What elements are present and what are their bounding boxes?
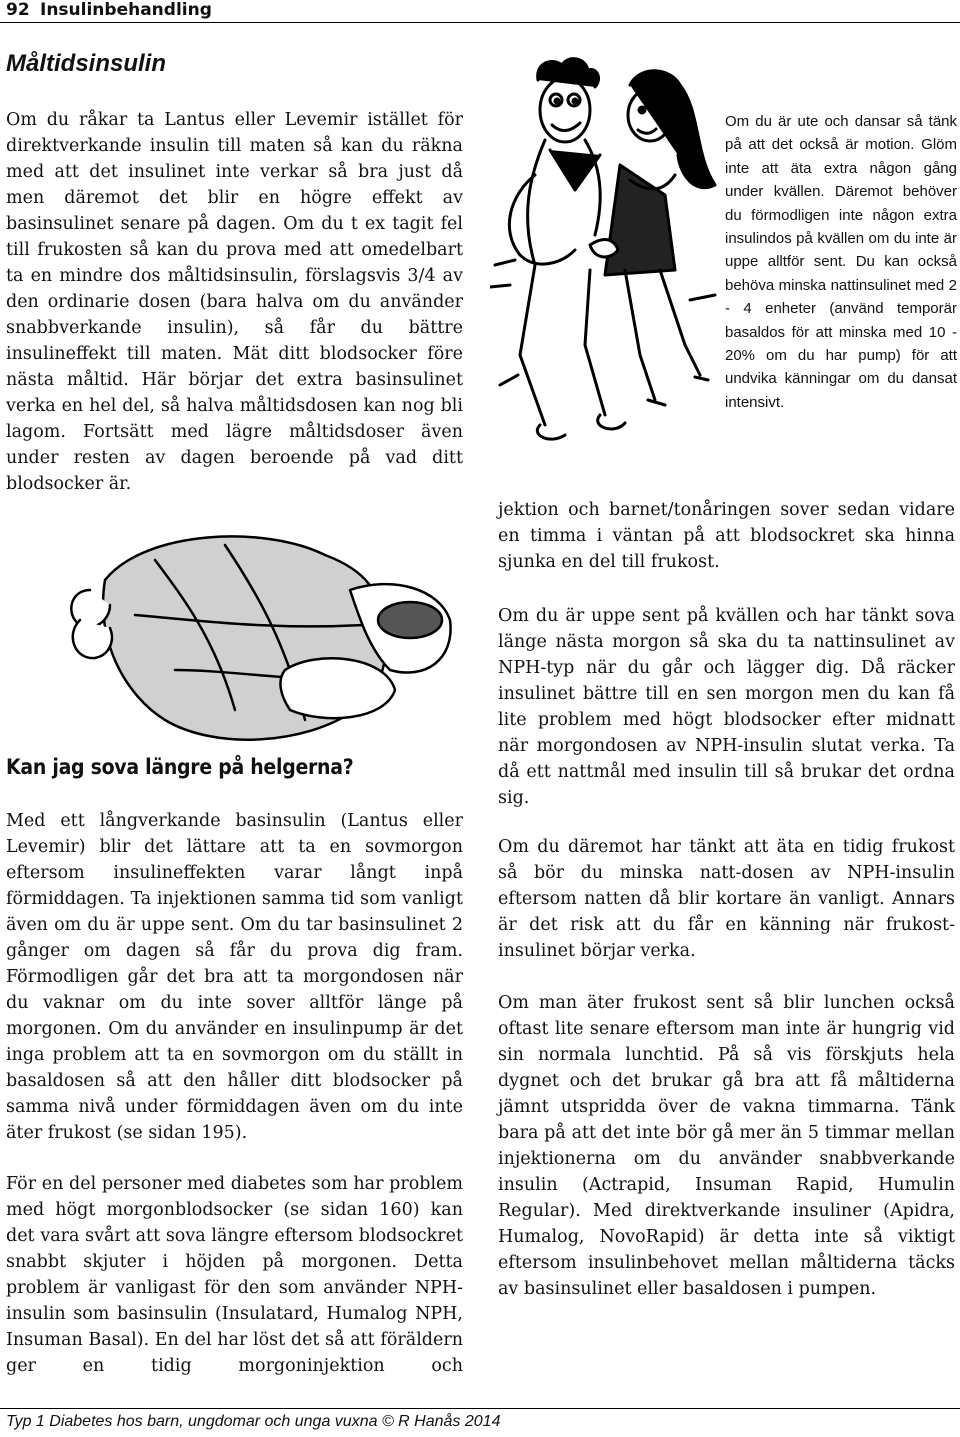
paragraph-sent-pa-kvallen: Om du är uppe sent på kvällen och har tänkt sova länge nästa morgon så ska du ta nattinsulinet av NPH-typ när du går och lägger dig. Då räcker insulinet bättre till en sen morgon men du kan få lite problem med högt blodsocker efter midnatt när morgondosen av NPH-insulin slutat verka. Ta då ett nattmål med insulin till så brukar det ordna sig. [498,606,955,808]
paragraph-tidig-frukost: Om du däremot har tänkt att äta en tidig frukost så bör du minska natt-dosen av NPH-insulin eftersom natten då blir kortare än vanligt. Annars är det risk att du får en känning när frukost-insulinet börjar verka. [498,837,955,961]
paragraph-morgonblodsocker: För en del personer med diabetes som har problem med högt morgonblodsocker (se sidan 160) kan det vara svårt att sova längre eftersom blodsockret snabbt skjuter i höjden på morgonen. Detta problem är vanligast för den som använder NPH-insulin som basinsulin (Insulatard, Humalog NPH, Insuman Basal). En del har löst det så att föräldern ger en tidig morgoninjektion och [6,1174,463,1376]
paragraph-maltidsinsulin: Om du råkar ta Lantus eller Levemir istället för direktverkande insulin till maten så kan du räkna med att det insulinet inte verkar så bra just då men däremot det blir en högre effekt av basinsulinet senare på dagen. Om du t ex tagit fel till frukosten så kan du prova med att omedelbart ta en mindre dos måltidsinsulin, förslagsvis 3/4 av den ordinarie dosen (bara halva om du använder snabbverkande insulin), så får du bättre insulineffekt till maten. Mät ditt blodsocker före nästa måltid. Här börjar det extra basinsulinet verka en hel del, så halva måltidsdosen kan nog bli lagom. Fortsätt med lägre måltidsdoser även under resten av dagen beroende på vad ditt blodsocker är. [6,110,463,494]
page-number: 92 [6,0,30,20]
section-title-maltidsinsulin: Måltidsinsulin [6,50,167,77]
chapter-title: Insulinbehandling [40,0,212,20]
page-header [0,0,960,23]
paragraph-morgonblodsocker-continued: jektion och barnet/tonåringen sover sedan vidare en timma i väntan på att blodsockret ska hinna sjunka en del till frukost. [498,500,955,572]
page-footer [0,1408,960,1437]
section-title-sova-langre: Kan jag sova längre på helgerna? [6,755,354,779]
dancing-couple-illustration [490,55,722,460]
sleeping-person-illustration [65,520,455,750]
paragraph-basinsulin-sovmorgon: Med ett långverkande basinsulin (Lantus eller Levemir) blir det lättare att ta en sovmorgon eftersom insulineffekten varar långt inpå förmiddagen. Ta injektionen samma tid som vanligt även om du är uppe sent. Om du tar basinsulinet 2 gånger om dagen så får du prova dig fram. Förmodligen går det bra att ta morgondosen när du vaknar om du inte sover alltför länge på morgonen. Om du använder en insulinpump är det inga problem att ta en sovmorgon om du ställt in basaldosen så att den håller ditt blodsocker på samma nivå under förmiddagen även om du inte äter frukost (se sidan 195). [6,811,463,1143]
sidebar-dancing-note: Om du är ute och dansar så tänk på att det också är motion. Glöm inte att äta extra någon gång under kvällen. Däremot behöver du förmodligen inte någon extra insulindos på kvällen om du inte är uppe alltför sent. Du kan också behöva minska nattinsulinet med 2 - 4 enheter (använd temporär basaldos för att minska med 10 - 20% om du har pump) för att undvika känningar om du dansat intensivt. [725,113,957,411]
footer-copyright: Typ 1 Diabetes hos barn, ungdomar och unga vuxna © R Hanås 2014 [6,1413,501,1430]
paragraph-sen-frukost: Om man äter frukost sent så blir lunchen också oftast lite senare eftersom man inte är hungrig vid sin normala lunchtid. På så vis förskjuts hela dygnet och det brukar gå bra att få måltiderna jämnt utspridda över de vakna timmarna. Tänk bara på att det inte bör gå mer än 5 timmar mellan injektionerna om du använder snabbverkande insulin (Actrapid, Insuman Rapid, Humulin Regular). Med direktverkande insuliner (Apidra, Humalog, NovoRapid) är detta inte så viktigt eftersom insulinbehovet mellan måltiderna täcks av basinsulinet eller basaldosen i pumpen. [498,993,955,1299]
